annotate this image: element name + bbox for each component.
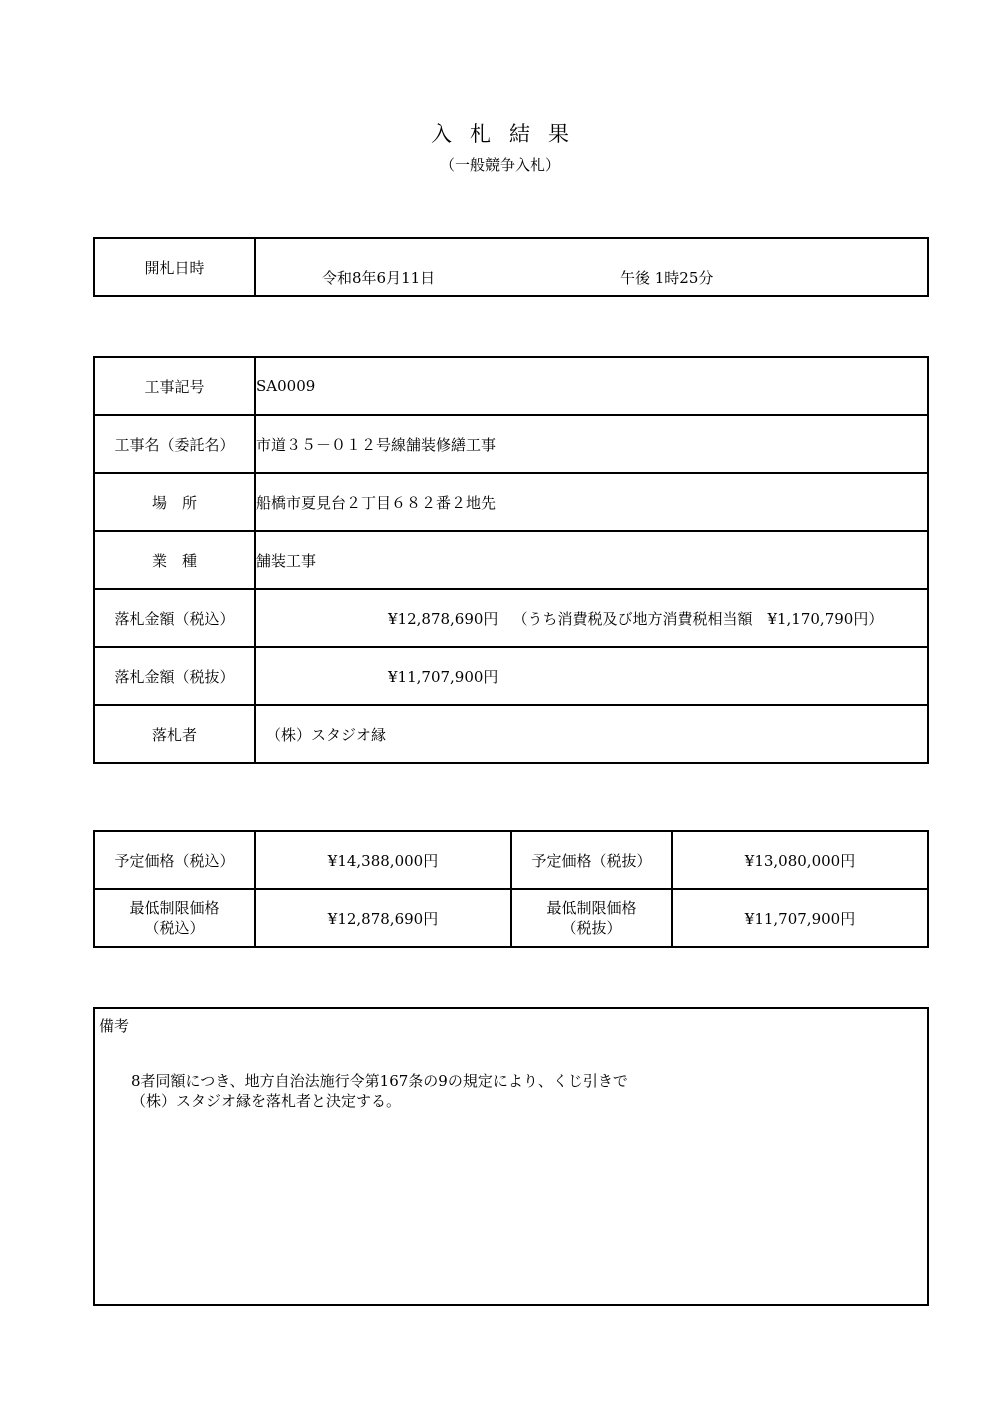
table-row — [94, 647, 928, 705]
min-incl-label-line1: 最低制限価格 — [129, 899, 220, 917]
location-label: 場 所 — [94, 473, 255, 531]
min-excl-label-line1: 最低制限価格 — [546, 899, 637, 917]
table-row — [94, 531, 928, 589]
table-row — [94, 889, 928, 947]
category-value: 舗装工事 — [255, 531, 928, 589]
winner-value: （株）スタジオ縁 — [255, 705, 928, 763]
planned-incl-value: ¥14,388,000円 — [255, 831, 511, 889]
project-code-label: 工事記号 — [94, 357, 255, 415]
project-name-label: 工事名（委託名） — [94, 415, 255, 473]
table-row — [94, 357, 928, 415]
award-incl-amount: ¥12,878,690円 — [388, 609, 499, 628]
min-incl-label-line2: （税込） — [144, 919, 205, 937]
award-excl-label: 落札金額（税抜） — [94, 647, 255, 705]
planned-incl-label: 予定価格（税込） — [94, 831, 255, 889]
category-label: 業 種 — [94, 531, 255, 589]
remarks-text — [131, 1071, 628, 1111]
min-excl-label — [511, 889, 672, 947]
award-incl-label: 落札金額（税込） — [94, 589, 255, 647]
table-row — [94, 705, 928, 763]
table-row — [94, 415, 928, 473]
award-incl-cell — [255, 589, 928, 647]
page-title: 入札結果 — [431, 122, 587, 146]
award-excl-cell — [255, 647, 928, 705]
page-subtitle: （一般競争入札） — [439, 156, 560, 174]
project-name-value: 市道３５－０１２号線舗装修繕工事 — [255, 415, 928, 473]
opening-label: 開札日時 — [94, 238, 255, 296]
location-value: 船橋市夏見台２丁目６８２番２地先 — [255, 473, 928, 531]
award-excl-amount: ¥11,707,900円 — [388, 667, 499, 686]
remarks-line-1: 8者同額につき、地方自治法施行令第167条の9の規定により、くじ引きで — [131, 1072, 628, 1090]
opening-table — [93, 237, 929, 297]
min-incl-label — [94, 889, 255, 947]
table-row — [94, 473, 928, 531]
remarks-line-2: （株）スタジオ縁を落札者と決定する。 — [131, 1092, 402, 1110]
table-row — [94, 831, 928, 889]
opening-row — [94, 238, 928, 296]
table-row — [94, 589, 928, 647]
project-table — [93, 356, 929, 764]
winner-label: 落札者 — [94, 705, 255, 763]
opening-date: 令和8年6月11日 — [322, 269, 436, 287]
min-excl-label-line2: （税抜） — [561, 919, 622, 937]
min-incl-value: ¥12,878,690円 — [255, 889, 511, 947]
award-incl-tax-note: （うち消費税及び地方消費税相当額 ¥1,170,790円） — [512, 609, 884, 628]
min-excl-value: ¥11,707,900円 — [672, 889, 928, 947]
planned-excl-value: ¥13,080,000円 — [672, 831, 928, 889]
opening-time: 午後 1時25分 — [620, 269, 714, 287]
opening-value-cell — [255, 238, 928, 296]
remarks-box — [93, 1007, 929, 1306]
planned-excl-label: 予定価格（税抜） — [511, 831, 672, 889]
project-code-value: SA0009 — [255, 357, 928, 415]
remarks-label: 備考 — [99, 1017, 130, 1035]
price-table — [93, 830, 929, 948]
